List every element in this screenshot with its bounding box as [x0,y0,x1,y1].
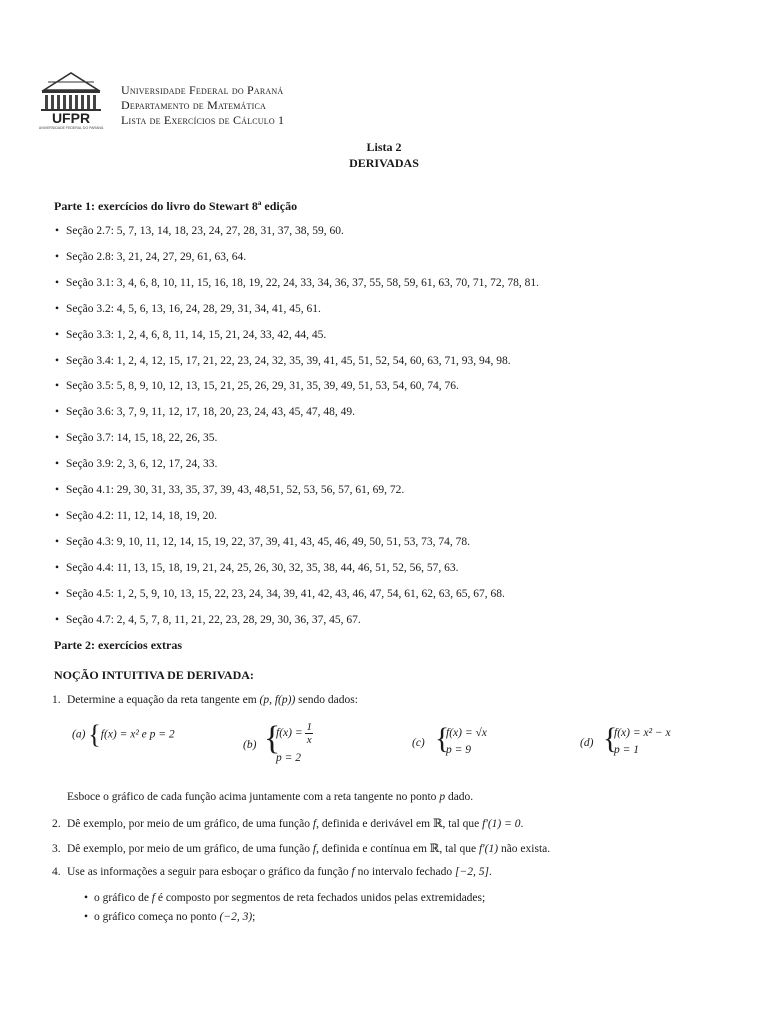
question-number: 1. [52,694,61,706]
list-topic: DERIVADAS [349,156,419,170]
section-text: Seção 3.3: 1, 2, 4, 6, 8, 11, 14, 15, 21, 24, 33, 42, 44, 45. [66,329,327,341]
q1-item-b-label: (b) [243,739,257,751]
list-number: Lista 2 [366,140,402,154]
bullet: • [55,614,60,626]
section-text: Seção 3.2: 4, 5, 6, 13, 16, 24, 28, 29, 31, 34, 41, 45, 61. [66,303,321,315]
section-text: Seção 2.8: 3, 21, 24, 27, 29, 61, 63, 64. [66,251,247,263]
section-text: Seção 4.2: 11, 12, 14, 18, 19, 20. [66,510,217,522]
bullet: • [55,484,60,496]
section-item [55,510,217,522]
section-text: Seção 2.7: 5, 7, 13, 14, 18, 23, 24, 27, 28, 31, 37, 38, 59, 60. [66,225,344,237]
part2-subheading: NOÇÃO INTUITIVA DE DERIVADA: [54,668,254,682]
ufpr-logo [36,70,106,130]
part1-heading: Parte 1: exercícios do livro do Stewart 8ª edição [54,199,298,213]
function-definition: f(x) = x² e p = 2 [100,728,175,741]
section-item [55,225,344,237]
bullet: • [55,458,60,470]
brace: { [264,720,281,757]
section-item [55,614,361,626]
item-label: (a) [72,728,86,741]
question-3: 3. Dê exemplo, por meio de um gráfico, de uma função f, definida e contínua em ℝ, tal que f′(1) não exista. [52,843,551,855]
bullet: • [55,588,60,600]
section-item [55,562,458,574]
q1-closing-instruction: Esboce o gráfico de cada função acima juntamente com a reta tangente no ponto p dado. [67,791,474,803]
q1-item-a [72,722,175,748]
q1-item-d-function: f(x) = x² − x [614,727,671,739]
bullet: • [55,303,60,315]
q1-item-b-point: p = 2 [276,752,302,764]
section-item [55,536,470,548]
q1-item-b-function: f(x) = $\frac{1}{x}$ [276,721,312,746]
bullet: • [55,406,60,418]
bullet: • [55,432,60,444]
part2-heading: Parte 2: exercícios extras [54,638,183,652]
section-item [55,277,539,289]
bullet: • [55,277,60,289]
brace: { [603,722,618,755]
q4-bullet-1: • o gráfico de f é composto por segmentos de reta fechados unidos pelas extremidades; [84,892,486,904]
bullet: • [55,536,60,548]
brace: { [435,722,450,755]
bullet: • [55,380,60,392]
section-item [55,484,404,496]
course-name: Lista de Exercícios de Cálculo 1 [121,113,285,127]
svg-text:UFPR: UFPR [51,110,91,126]
section-item [55,406,355,418]
section-item [55,303,321,315]
q1-item-d-point: p = 1 [614,744,640,756]
section-text: Seção 3.7: 14, 15, 18, 22, 26, 35. [66,432,218,444]
section-item [55,355,511,367]
department-name: Departamento de Matemática [121,98,266,112]
section-text: Seção 3.4: 1, 2, 4, 12, 15, 17, 21, 22, 23, 24, 32, 35, 39, 41, 45, 51, 52, 54, 60, 63, 71, 93, 94, 98. [66,355,511,367]
section-item [55,251,246,263]
section-item [55,588,505,600]
section-item [55,432,217,444]
bullet: • [55,510,60,522]
section-item [55,380,459,392]
section-text: Seção 4.5: 1, 2, 5, 9, 10, 13, 15, 22, 23, 24, 34, 39, 41, 42, 43, 46, 47, 54, 61, 62, 63, 65, 67, 68. [66,588,505,600]
section-text: Seção 3.6: 3, 7, 9, 11, 12, 17, 18, 20, 23, 24, 43, 45, 47, 48, 49. [66,406,355,418]
question-number: 2. [52,818,61,830]
bullet: • [55,329,60,341]
question-4: 4. Use as informações a seguir para esboçar o gráfico da função f no intervalo fechado [−2, 5]. [52,866,492,878]
q4-bullet-2: • o gráfico começa no ponto (−2, 3); [84,911,256,923]
question-number: 3. [52,843,61,855]
svg-text:UNIVERSIDADE FEDERAL DO PARANÁ: UNIVERSIDADE FEDERAL DO PARANÁ [38,126,104,130]
bullet: • [55,251,60,263]
section-text: Seção 4.1: 29, 30, 31, 33, 35, 37, 39, 43, 48,51, 52, 53, 56, 57, 61, 69, 72. [66,484,405,496]
q1-item-c-label: (c) [412,737,425,749]
q1-item-d-label: (d) [580,737,594,749]
section-item [55,458,217,470]
q1-item-c-point: p = 9 [446,744,472,756]
fraction: $\frac{1}{x}$ [306,721,312,746]
section-item [55,329,326,341]
question-2: 2. Dê exemplo, por meio de um gráfico, de uma função f, definida e derivável em ℝ, tal que f′(1) = 0. [52,818,524,830]
section-text: Seção 3.5: 5, 8, 9, 10, 12, 13, 15, 21, 25, 26, 29, 31, 35, 39, 49, 51, 53, 54, 60, 74, 76. [66,380,459,392]
bullet: • [55,562,60,574]
university-name: Universidade Federal do Paraná [121,83,284,97]
bullet: • [55,225,60,237]
bullet: • [55,355,60,367]
question-1: 1. Determine a equação da reta tangente em (p, f(p)) sendo dados: [52,694,358,706]
section-text: Seção 4.3: 9, 10, 11, 12, 14, 15, 19, 22, 37, 39, 41, 43, 45, 46, 49, 50, 51, 53, 73, 74, 78. [66,536,470,548]
q1-item-c-function: f(x) = √x [446,727,487,739]
section-text: Seção 3.1: 3, 4, 6, 8, 10, 11, 15, 16, 18, 19, 22, 24, 33, 34, 36, 37, 55, 58, 59, 61, 63, 70, 71, 72, 78, 81. [66,277,539,289]
brace: { [88,720,101,749]
section-text: Seção 4.7: 2, 4, 5, 7, 8, 11, 21, 22, 23, 28, 29, 30, 36, 37, 45, 67. [66,614,361,626]
question-number: 4. [52,866,61,878]
section-text: Seção 4.4: 11, 13, 15, 18, 19, 21, 24, 25, 26, 30, 32, 35, 38, 44, 46, 51, 52, 56, 57, 63. [66,562,459,574]
section-text: Seção 3.9: 2, 3, 6, 12, 17, 24, 33. [66,458,218,470]
